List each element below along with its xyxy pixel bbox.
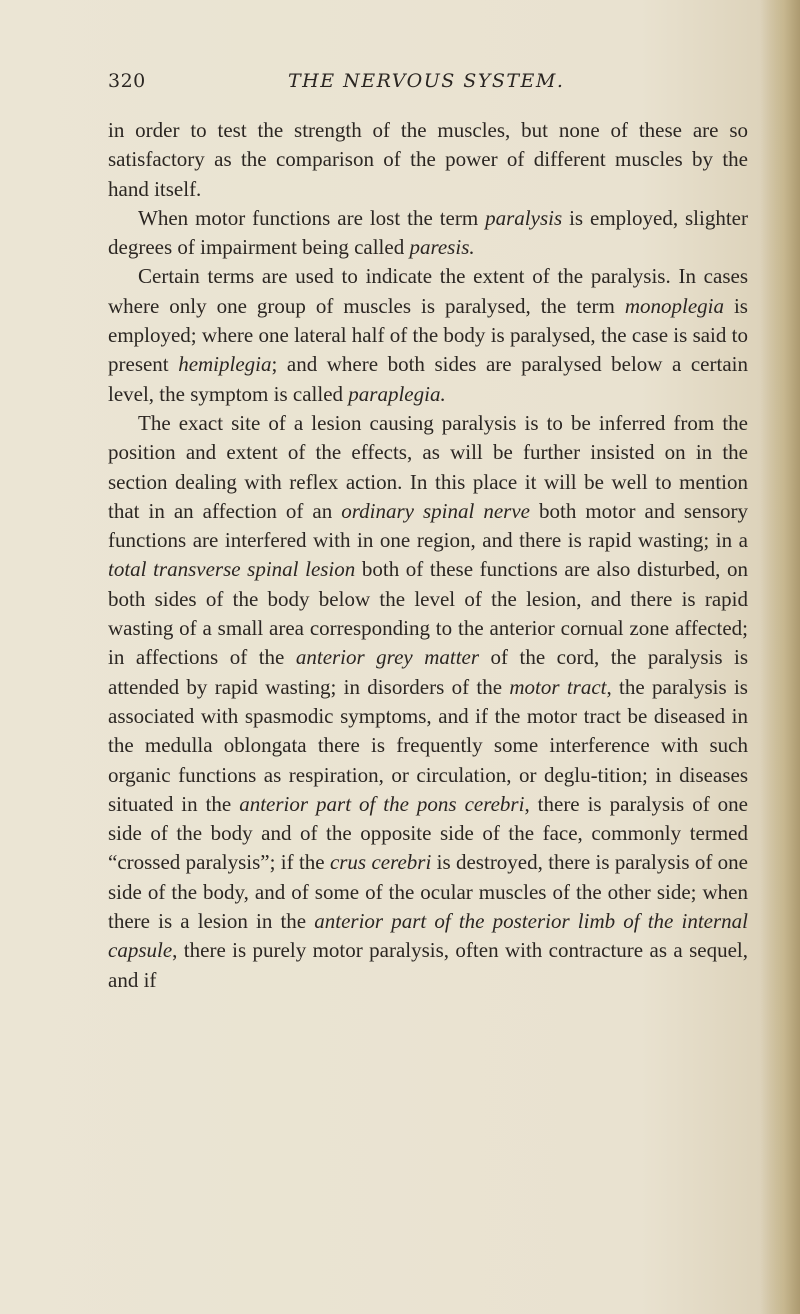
italic-term: paraplegia.	[348, 381, 446, 406]
text-run: Certain terms are used to indicate the extent of the paralysis. In cases where only one group of muscles is paralysed, the term	[108, 264, 748, 318]
italic-term: motor tract	[509, 674, 607, 699]
text-run: , there is paralysis of one side of the body and of the opposite side of the face, commonly termed “crossed paralysis”; if the	[108, 791, 748, 875]
italic-term: ordinary spinal nerve	[341, 498, 530, 523]
italic-term: anterior part of the pons cerebri	[239, 791, 525, 816]
text-run: both motor and sensory functions are interfered with in one region, and there is rapid wasting; in a	[108, 498, 748, 553]
text-run: , the paralysis is associated with spasmodic symptoms, and if the motor tract be diseased in the medulla oblongata there is frequently some interference with such organic functions as respiration, or circulation, or deglu-tition; in diseases situated in the	[108, 674, 748, 816]
paragraph	[108, 409, 748, 995]
italic-term: total transverse spinal lesion	[108, 557, 356, 582]
text-run: When motor functions are lost the term	[138, 205, 486, 230]
page-header	[108, 70, 748, 100]
text-run: ; and where both sides are paralysed below a certain level, the symptom is called	[108, 352, 748, 406]
text-run: of the cord, the paralysis is attended by rapid wasting; in disorders of the	[108, 645, 748, 699]
paragraph	[108, 262, 748, 408]
paragraph	[108, 204, 748, 263]
italic-term: crus cerebri	[329, 850, 432, 875]
italic-term: paralysis	[485, 205, 563, 230]
italic-term: hemiplegia	[178, 352, 272, 377]
text-run: both of these functions are also disturbed, on both sides of the body below the level of the lesion, and there is rapid wasting of a small area corresponding to the anterior cornual zone affected; in affections of the	[108, 557, 749, 670]
italic-term: anterior grey matter	[295, 645, 480, 670]
text-run: is destroyed, there is paralysis of one side of the body, and of some of the ocular muscles of the other side; when there is a lesion in the	[108, 850, 749, 934]
text-run: in order to test the strength of the muscles, but none of these are so satisfactory as the comparison of the power of different muscles by the hand itself.	[108, 118, 748, 201]
italic-term: monoplegia	[624, 293, 724, 318]
page-edge-stain	[760, 0, 800, 1314]
page-number: 320	[108, 70, 146, 92]
text-run: is employed; where one lateral half of the body is paralysed, the case is said to present	[108, 293, 748, 377]
text-run: The exact site of a lesion causing paralysis is to be inferred from the position and extent of the effects, as will be further insisted on in the section dealing with reflex action. In this place it will be well to mention that in an affection of an	[108, 410, 748, 523]
italic-term: anterior part of the posterior limb of the internal capsule	[108, 909, 748, 963]
italic-term: paresis.	[409, 235, 475, 260]
body-text	[108, 116, 748, 995]
paragraph	[108, 116, 748, 204]
running-title: THE NERVOUS SYSTEM.	[288, 70, 565, 92]
text-run: is employed, slighter degrees of impairment being called	[108, 205, 749, 260]
text-run: , there is purely motor paralysis, often with contracture as a sequel, and if	[108, 938, 748, 992]
